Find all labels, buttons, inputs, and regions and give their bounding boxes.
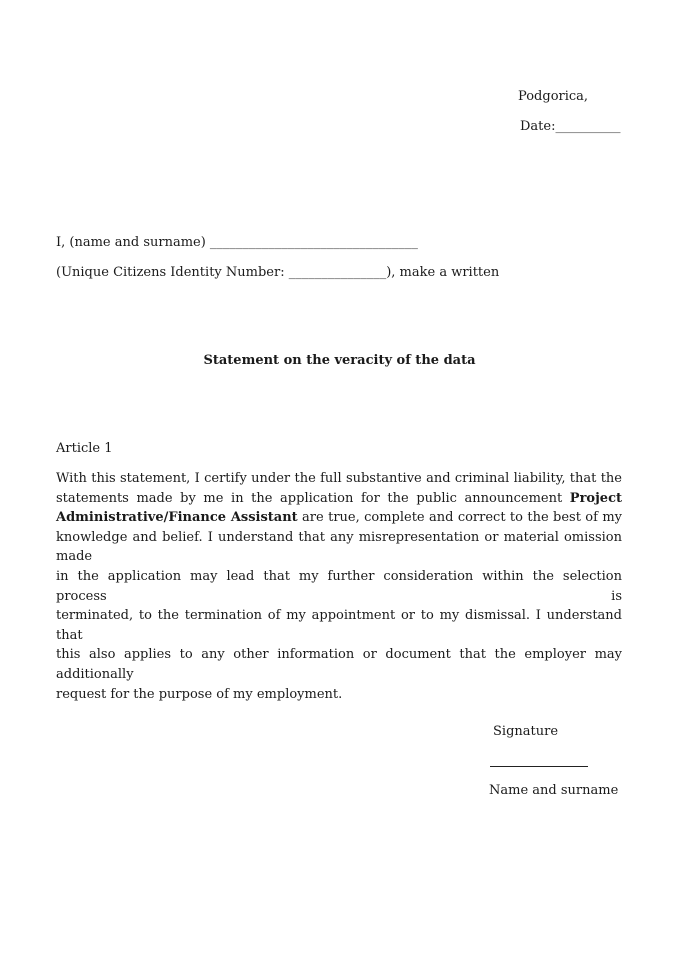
- body-line: knowledge and belief. I understand that any misrepresentation or material omission made: [56, 529, 622, 565]
- position-name-part: Administrative/Finance Assistant: [56, 510, 298, 526]
- body-line: terminated, to the termination of my appointment or to my dismissal. I understand that: [56, 608, 622, 643]
- position-name-part: Project: [569, 490, 622, 506]
- signature-line: [490, 766, 588, 767]
- body-line: request for the purpose of my employment.: [56, 686, 343, 702]
- document-title: Statement on the veracity of the data: [203, 353, 476, 368]
- city-label: Podgorica,: [518, 89, 589, 104]
- date-field: Date:__________: [520, 119, 621, 134]
- article-heading: Article 1: [56, 441, 113, 456]
- body-text: are true, complete and correct to the best of my: [297, 510, 622, 526]
- signature-label: Signature: [493, 724, 559, 739]
- name-surname-line: I, (name and surname) ________________________________: [56, 235, 418, 250]
- name-surname-label: Name and surname: [489, 783, 619, 798]
- body-line: [56, 489, 622, 509]
- body-line: this also applies to any other information or document that the employer may additionally: [56, 647, 622, 682]
- body-text: statements made by me in the application for the public announcement: [56, 490, 570, 506]
- identity-number-line: (Unique Citizens Identity Number: _______________), make a written: [56, 265, 500, 280]
- article-body: [56, 469, 622, 704]
- body-line: [56, 508, 622, 528]
- body-line: in the application may lead that my further consideration within the selection process is: [56, 568, 622, 604]
- body-line: With this statement, I certify under the full substantive and criminal liability, that the: [56, 471, 622, 486]
